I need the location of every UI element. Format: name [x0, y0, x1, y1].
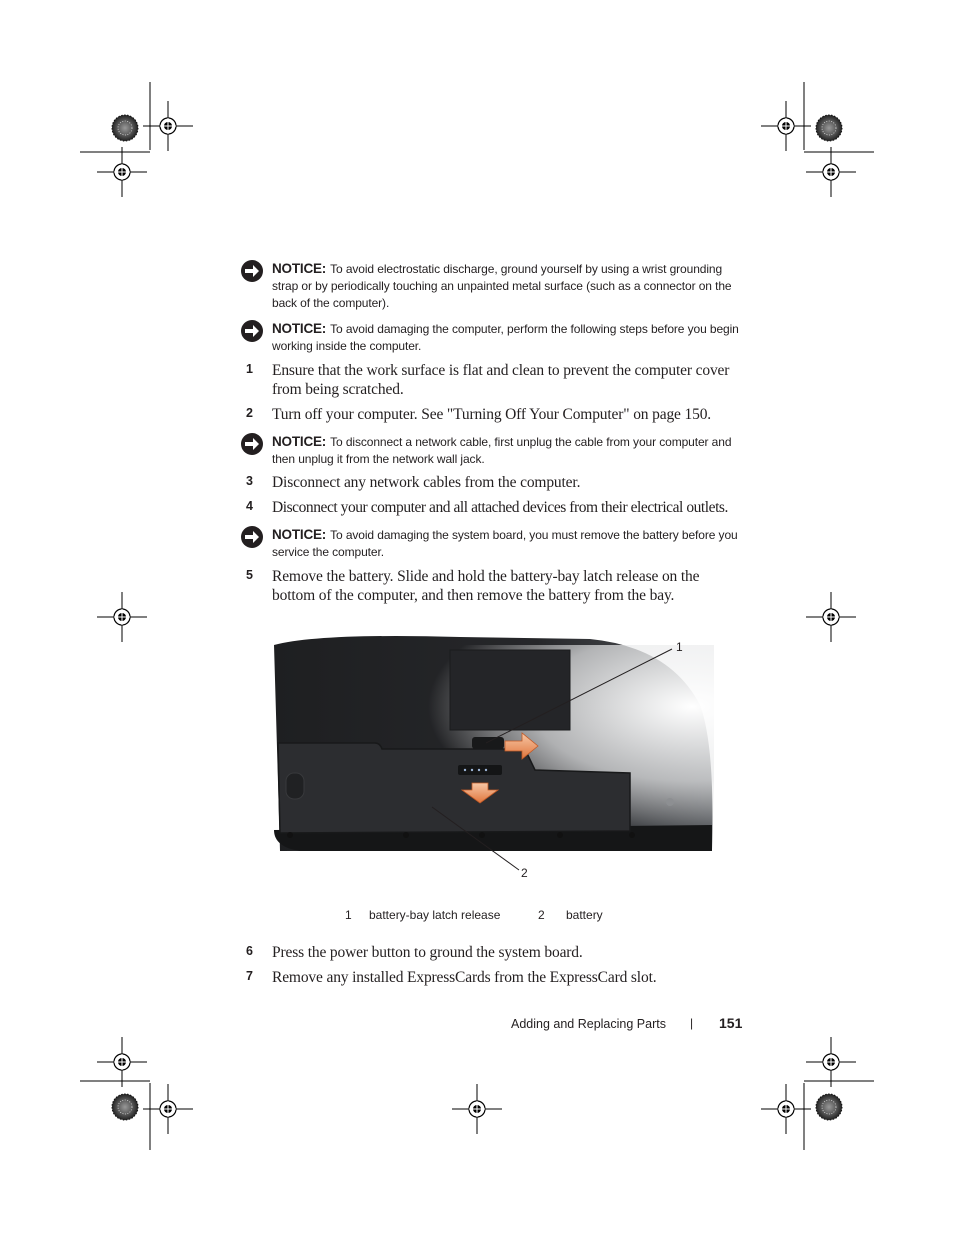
step-text: Press the power button to ground the system board. — [272, 944, 583, 961]
footer-separator: | — [690, 1016, 694, 1030]
step-number: 5 — [246, 568, 253, 582]
legend-num-2: 2 — [538, 908, 545, 922]
legend-num-1: 1 — [345, 908, 352, 922]
step-text: Remove any installed ExpressCards from the ExpressCard slot. — [272, 969, 657, 986]
notice-network-cable — [240, 433, 740, 468]
notice-label: NOTICE: — [272, 261, 327, 276]
notice-text: To avoid electrostatic discharge, ground yourself by using a wrist grounding strap or by periodically touching an unpainted metal surface (such as a connector on the back of the computer). — [272, 262, 732, 310]
step-text: Remove the battery. Slide and hold the battery-bay latch release on the bottom of the computer, and then remove the battery from the bay. — [272, 568, 700, 604]
step-number: 7 — [246, 969, 253, 983]
notice-text: To avoid damaging the system board, you must remove the battery before you service the computer. — [272, 528, 738, 559]
notice-icon — [240, 525, 264, 549]
legend-label-1: battery-bay latch release — [369, 908, 501, 922]
footer-section-title: Adding and Replacing Parts — [511, 1017, 666, 1031]
battery-removal-figure — [260, 625, 720, 885]
step-text: Disconnect any network cables from the computer. — [272, 474, 581, 491]
step-5 — [246, 567, 746, 605]
step-number: 4 — [246, 499, 253, 513]
notice-icon — [240, 319, 264, 343]
step-1 — [246, 361, 746, 399]
legend-label-2: battery — [566, 908, 603, 922]
step-number: 2 — [246, 406, 253, 420]
step-4 — [246, 498, 756, 517]
notice-damage-computer — [240, 320, 740, 355]
step-7 — [246, 968, 746, 987]
step-text: Disconnect your computer and all attached devices from their electrical outlets. — [272, 499, 728, 516]
notice-system-board — [240, 526, 740, 561]
step-6 — [246, 943, 746, 962]
step-2 — [246, 405, 746, 424]
notice-label: NOTICE: — [272, 434, 327, 449]
step-number: 3 — [246, 474, 253, 488]
step-3 — [246, 473, 746, 492]
step-number: 1 — [246, 362, 253, 376]
notice-electrostatic — [240, 260, 740, 312]
notice-icon — [240, 432, 264, 456]
figure-legend — [0, 908, 954, 926]
callout-1: 1 — [676, 640, 683, 654]
notice-label: NOTICE: — [272, 527, 327, 542]
step-text: Turn off your computer. See "Turning Off Your Computer" on page 150. — [272, 406, 712, 423]
step-text: Ensure that the work surface is flat and clean to prevent the computer cover from being scratched. — [272, 362, 730, 398]
page-number: 151 — [719, 1015, 743, 1031]
notice-text: To disconnect a network cable, first unplug the cable from your computer and then unplug it from the network wall jack. — [272, 435, 732, 466]
notice-text: To avoid damaging the computer, perform the following steps before you begin working inside the computer. — [272, 322, 739, 353]
notice-label: NOTICE: — [272, 321, 327, 336]
notice-icon — [240, 259, 264, 283]
callout-2: 2 — [521, 866, 528, 880]
step-number: 6 — [246, 944, 253, 958]
